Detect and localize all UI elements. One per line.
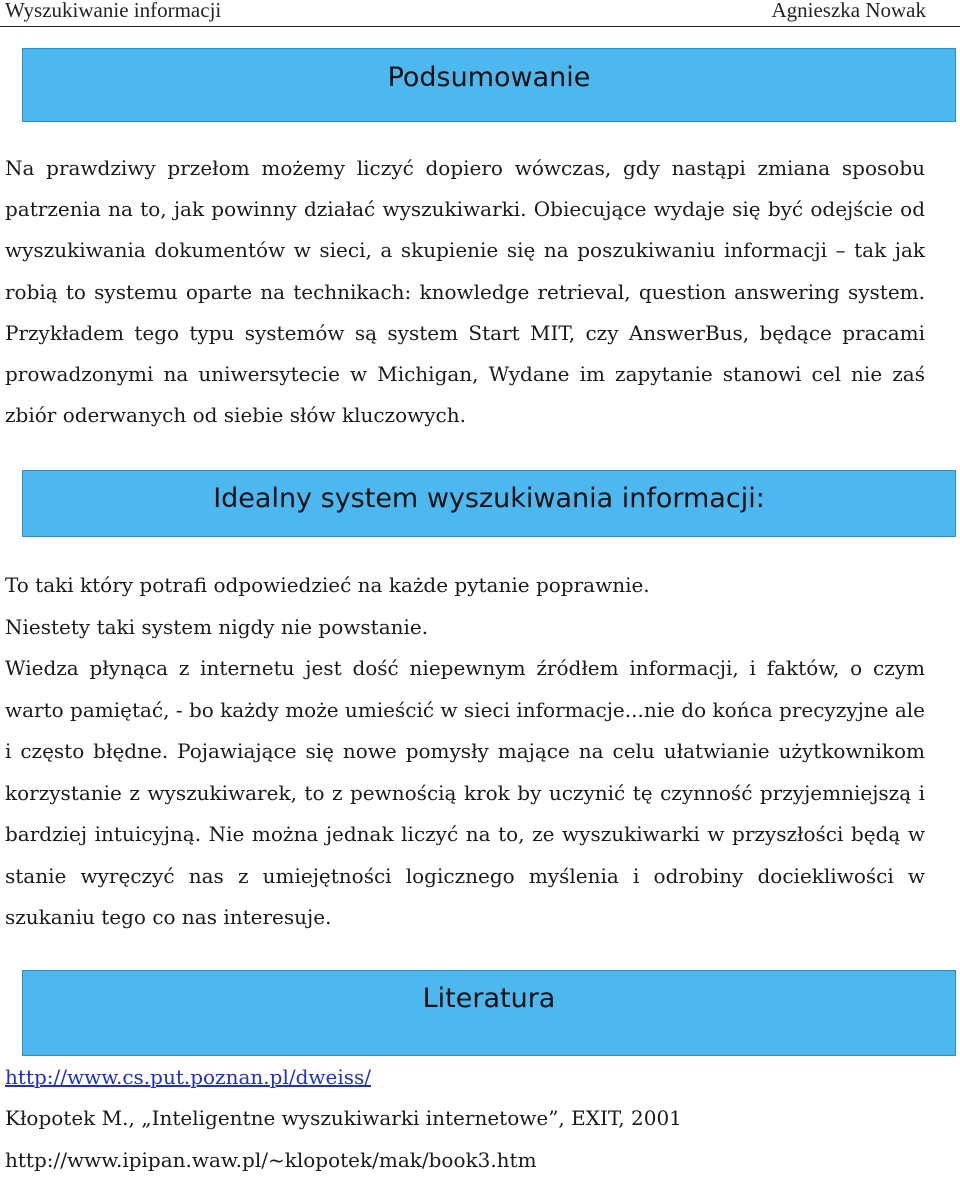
literature-item-klopotek: Kłopotek M., „Inteligentne wyszukiwarki internetowe”, EXIT, 2001	[5, 1106, 682, 1130]
ideal-system-line-1: To taki który potrafi odpowiedzieć na każde pytanie poprawnie.	[5, 573, 650, 597]
literature-item-ipipan-url: http://www.ipipan.waw.pl/~klopotek/mak/book3.htm	[5, 1148, 537, 1172]
running-header	[0, 0, 960, 27]
ideal-system-body	[5, 565, 925, 939]
literature-link-cs-put[interactable]: http://www.cs.put.poznan.pl/dweiss/	[5, 1065, 371, 1089]
section-banner-literature	[22, 970, 956, 1056]
header-course-title: Wyszukiwanie informacji	[5, 0, 222, 22]
summary-paragraph: Na prawdziwy przełom możemy liczyć dopiero wówczas, gdy nastąpi zmiana sposobu patrzenia na to, jak powinny działać wyszukiwarki. Obiecujące wydaje się być odejście od wyszukiwania dokumentów w sieci, a skupienie się na poszukiwaniu informacji – tak jak robią to systemu oparte na technikach: knowledge retrieval, question answering system. Przykładem tego typu systemów są system Start MIT, czy AnswerBus, będące pracami prowadzonymi na uniwersytecie w Michigan, Wydane im zapytanie stanowi cel nie zaś zbiór oderwanych od siebie słów kluczowych.	[5, 156, 925, 428]
section-title-literature: Literatura	[422, 983, 556, 1014]
section-banner-ideal-system	[22, 470, 956, 537]
section-title-summary: Podsumowanie	[387, 62, 591, 93]
ideal-system-line-2: Niestety taki system nigdy nie powstanie.	[5, 614, 429, 639]
ideal-system-paragraph: Wiedza płynąca z internetu jest dość niepewnym źródłem informacji, i faktów, o czym warto pamiętać, - bo każdy może umieścić w sieci informacje...nie do końca precyzyjne ale i często błędne. Pojawiające się nowe pomysły mające na celu ułatwianie użytkownikom korzystanie z wyszukiwarek, to z pewnością krok by uczynić tę czynność przyjemniejszą i bardziej intuicyjną. Nie można jednak liczyć na to, ze wyszukiwarki w przyszłości będą w stanie wyręczyć nas z umiejętności logicznego myślenia i odrobiny dociekliwości w szukaniu tego co nas interesuje.	[5, 656, 925, 929]
header-author: Agnieszka Nowak	[771, 0, 926, 22]
section-title-ideal-system: Idealny system wyszukiwania informacji:	[213, 483, 765, 514]
section-banner-summary	[22, 48, 956, 122]
